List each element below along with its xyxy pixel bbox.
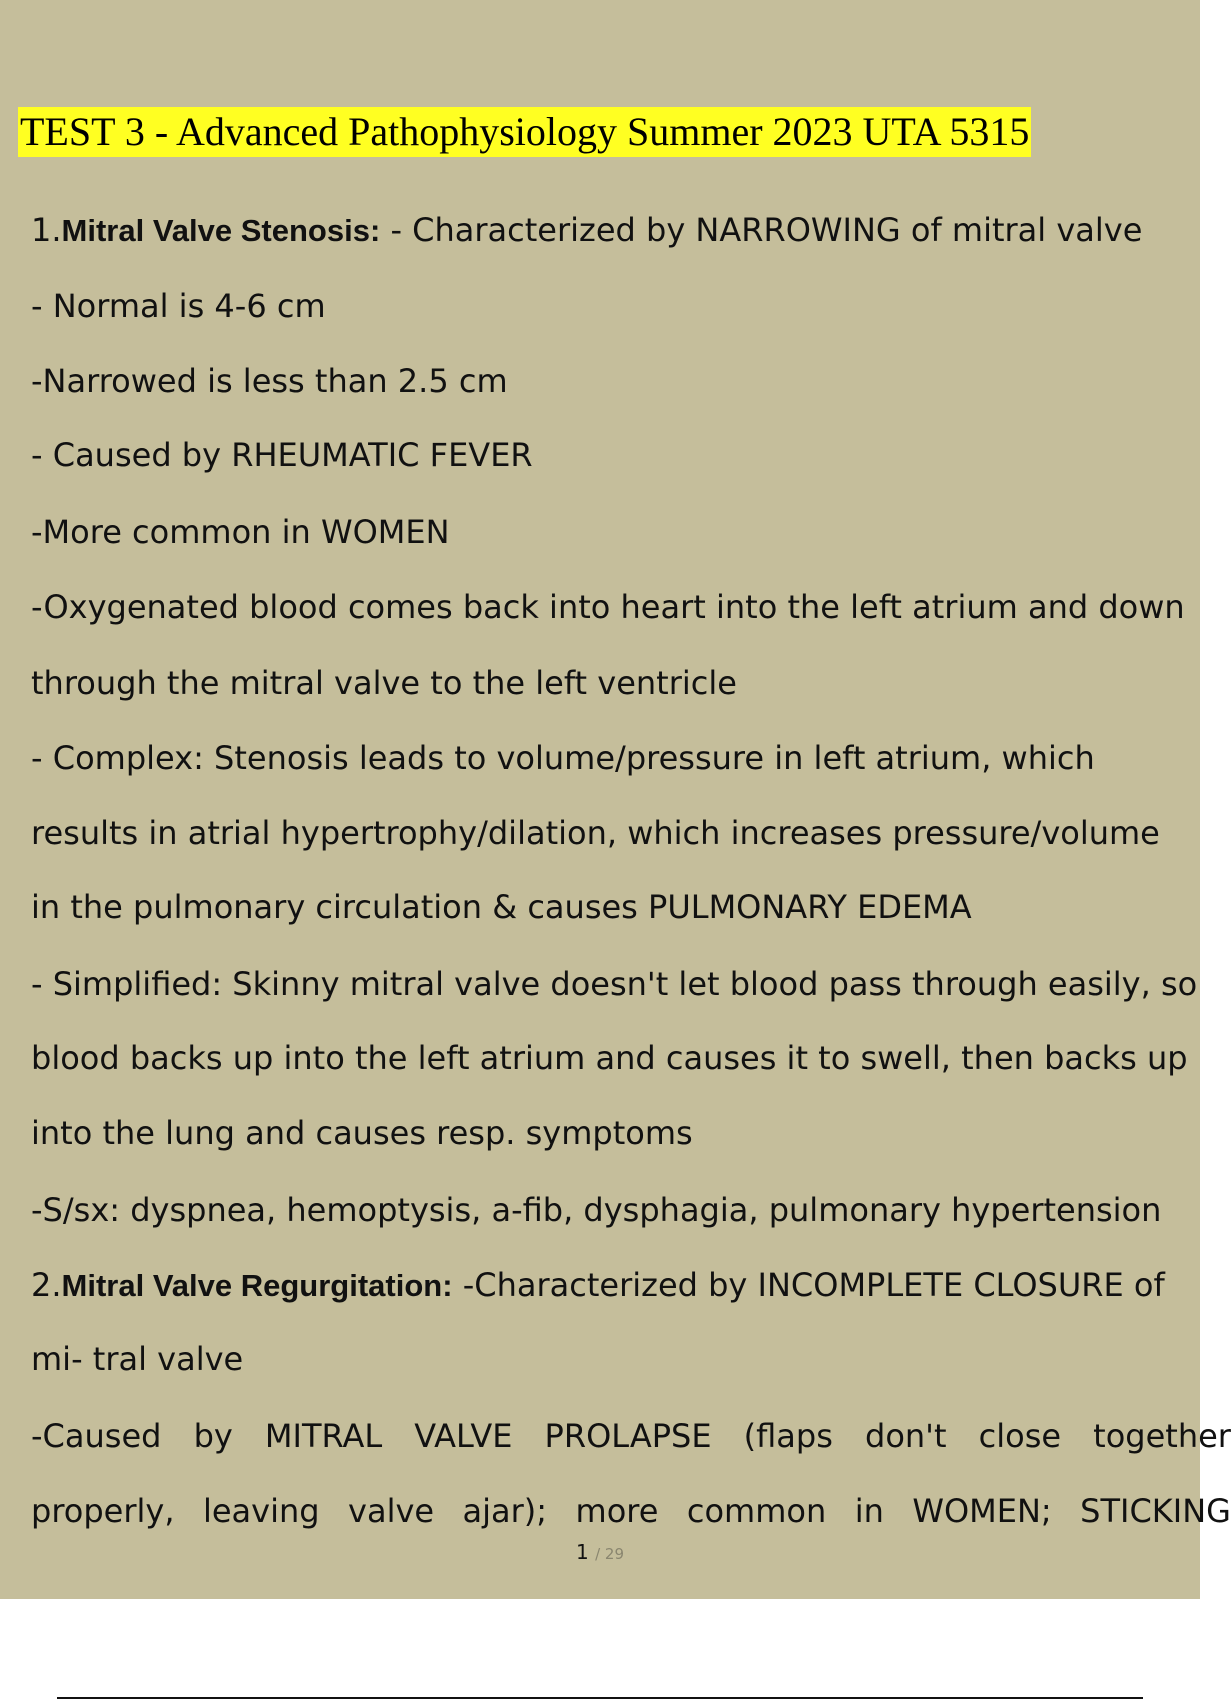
text-line: in the pulmonary circulation & causes PULMONARY EDEMA <box>31 888 972 926</box>
text-line: through the mitral valve to the left ventricle <box>31 664 737 702</box>
word: leaving <box>202 1492 320 1530</box>
word: PROLAPSE <box>544 1417 712 1455</box>
text-line: -Narrowed is less than 2.5 cm <box>31 362 508 400</box>
word: (flaps <box>743 1417 833 1455</box>
question-number: 1. <box>31 211 62 249</box>
page-divider <box>57 1697 1143 1699</box>
text-line: blood backs up into the left atrium and causes it to swell, then backs up <box>31 1039 1188 1077</box>
page-total: / 29 <box>595 1545 624 1563</box>
page-number <box>0 1540 1200 1564</box>
document-title: TEST 3 - Advanced Pathophysiology Summer 2023 UTA 5315 <box>18 107 1031 157</box>
question-2-line <box>31 1262 1200 1308</box>
word: properly, <box>31 1492 175 1530</box>
question-text: - Characterized by NARROWING of mitral valve <box>380 211 1143 249</box>
word: -Caused <box>31 1417 162 1455</box>
text-line: into the lung and causes resp. symptoms <box>31 1114 693 1152</box>
word: don't <box>865 1417 947 1455</box>
question-1-line <box>31 207 1200 253</box>
justified-text-line <box>31 1488 1231 1534</box>
word: close <box>978 1417 1062 1455</box>
question-heading: Mitral Valve Stenosis: <box>61 213 381 248</box>
word: together <box>1093 1417 1231 1455</box>
question-text: -Characterized by INCOMPLETE CLOSURE of <box>452 1266 1165 1304</box>
word: common <box>686 1492 827 1530</box>
word: more <box>575 1492 659 1530</box>
word: WOMEN; <box>912 1492 1052 1530</box>
text-line: - Caused by RHEUMATIC FEVER <box>31 436 533 474</box>
text-line: -Oxygenated blood comes back into heart into the left atrium and down <box>31 588 1185 626</box>
text-line: - Simplified: Skinny mitral valve doesn't let blood pass through easily, so <box>31 965 1198 1003</box>
word: by <box>193 1417 233 1455</box>
question-number: 2. <box>31 1266 62 1304</box>
word: in <box>854 1492 884 1530</box>
justified-text-line <box>31 1413 1231 1459</box>
text-line: - Normal is 4-6 cm <box>31 287 326 325</box>
word: MITRAL <box>264 1417 383 1455</box>
question-heading: Mitral Valve Regurgitation: <box>61 1268 453 1303</box>
text-line: mi- tral valve <box>31 1340 244 1378</box>
word: STICKING <box>1080 1492 1231 1530</box>
page-current: 1 <box>575 1540 589 1564</box>
text-line: -S/sx: dyspnea, hemoptysis, a-fib, dysphagia, pulmonary hypertension <box>31 1191 1162 1229</box>
word: VALVE <box>414 1417 513 1455</box>
text-line: -More common in WOMEN <box>31 513 450 551</box>
word: valve <box>348 1492 435 1530</box>
word: ajar); <box>462 1492 548 1530</box>
text-line: results in atrial hypertrophy/dilation, which increases pressure/volume <box>31 814 1160 852</box>
text-line: - Complex: Stenosis leads to volume/pressure in left atrium, which <box>31 739 1095 777</box>
